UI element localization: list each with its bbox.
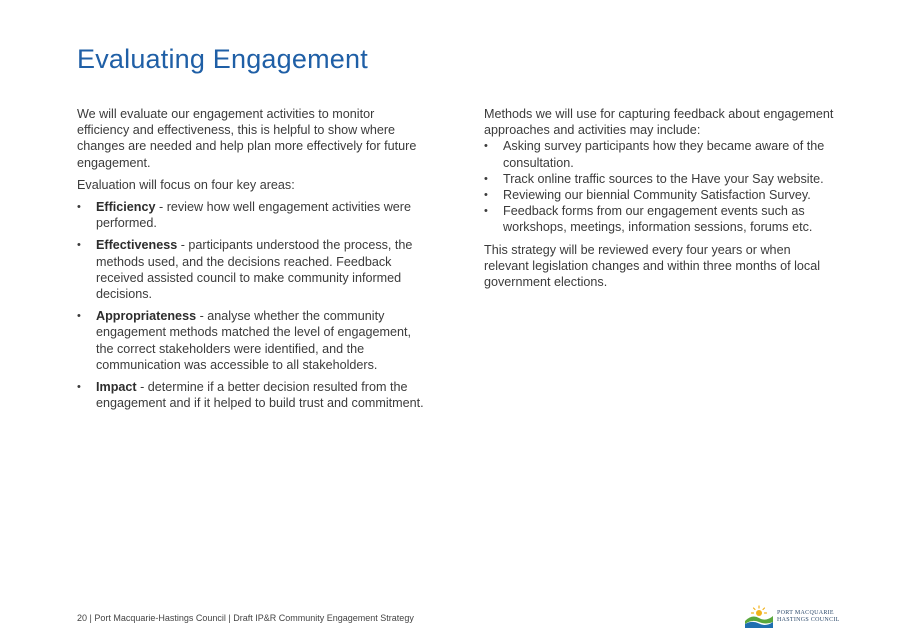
bullet-icon: • <box>77 201 81 214</box>
council-logo <box>744 605 840 629</box>
bullet-icon: • <box>77 239 81 252</box>
left-column <box>77 106 427 417</box>
area-term: Appropriateness <box>96 309 197 324</box>
council-logo-icon <box>744 605 774 629</box>
bullet-icon: • <box>484 205 488 218</box>
key-areas-list <box>77 199 427 411</box>
council-logo-text <box>777 610 840 624</box>
method-text: Feedback forms from our engagement events such as workshops, meetings, information sessions, forums etc. <box>503 204 813 235</box>
bullet-icon: • <box>484 140 488 153</box>
area-text: - review how well engagement activities were performed. <box>96 200 411 231</box>
list-item <box>77 237 427 302</box>
right-column <box>484 106 836 296</box>
list-item <box>484 138 836 170</box>
area-text: - analyse whether the community engagement methods matched the level of engagement, the correct stakeholders were identified, and the communication was accessible to all stakeholders. <box>96 309 412 372</box>
bullet-icon: • <box>484 189 488 202</box>
list-item <box>484 171 836 187</box>
list-item <box>77 308 427 373</box>
page-footer: 20 | Port Macquarie-Hastings Council | Draft IP&R Community Engagement Strategy <box>77 613 414 623</box>
methods-intro: Methods we will use for capturing feedback about engagement approaches and activities may include: <box>484 107 834 138</box>
review-note: This strategy will be reviewed every four years or when relevant legislation changes and within three months of local government elections. <box>484 242 821 290</box>
logo-line-2: HASTINGS COUNCIL <box>777 617 840 623</box>
method-text: Asking survey participants how they became aware of the consultation. <box>503 139 825 170</box>
area-term: Impact <box>96 380 137 395</box>
method-text: Reviewing our biennial Community Satisfaction Survey. <box>503 188 811 203</box>
area-term: Efficiency <box>96 200 156 215</box>
method-text: Track online traffic sources to the Have your Say website. <box>503 171 824 186</box>
list-item <box>77 199 427 231</box>
bullet-icon: • <box>484 172 488 185</box>
sun-icon <box>752 606 767 616</box>
intro-paragraph: We will evaluate our engagement activities to monitor efficiency and effectiveness, this is helpful to show where changes are needed and help plan more effectively for future engagement. <box>77 107 417 170</box>
list-item <box>484 203 836 235</box>
logo-line-1: PORT MACQUARIE <box>777 610 834 616</box>
area-term: Effectiveness <box>96 238 178 253</box>
page-title: Evaluating Engagement <box>77 44 368 74</box>
focus-intro: Evaluation will focus on four key areas: <box>77 177 295 192</box>
list-item <box>77 379 427 411</box>
area-text: - determine if a better decision resulted from the engagement and if it helped to build trust and commitment. <box>96 380 424 411</box>
list-item <box>484 187 836 203</box>
methods-list <box>484 138 836 235</box>
bullet-icon: • <box>77 381 81 394</box>
area-text: - participants understood the process, the methods used, and the decisions reached. Feedback received assisted council to make community informed decisions. <box>96 238 413 302</box>
bullet-icon: • <box>77 310 81 323</box>
